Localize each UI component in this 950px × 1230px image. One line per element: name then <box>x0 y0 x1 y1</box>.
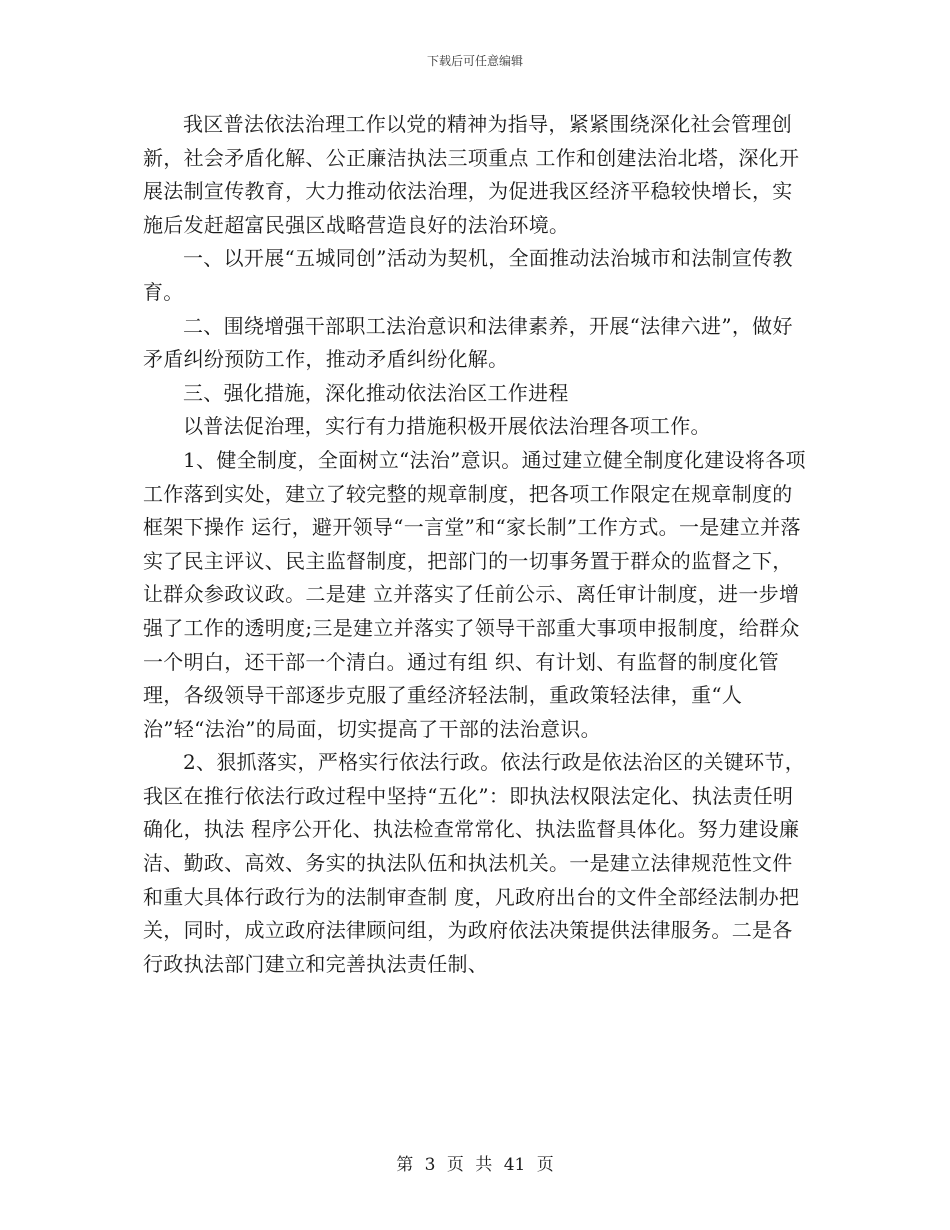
page-header-note: 下载后可任意编辑 <box>426 54 523 68</box>
paragraph-section-3: 三、强化措施，深化推动依法治区工作进程 <box>183 380 569 405</box>
paragraph-item-1: 1、健全制度，全面树立“法治”意识。通过建立健全制度化建设将各项工作落到实处，建立了较完整的规章制度，把各项工作限定在规章制度的框架下操作 运行，避开领导“一言堂”和“家长制”工作方式。一是建立并落实了民主评议、民主监督制度，把部门的一切事务置于群众的监督之下，让群众参政议政。二是建 立并落实了任前公示、离任审计制度，进一步增强了工作的透明度;三是建立并落实了领导干部重大事项申报制度，给群众一个明白，还干部一个清白。通过有组 织、有计划、有监督的制度化管理，各级领导干部逐步克服了重经济轻法制，重政策轻法律，重“人治”轻“法治”的局面，切实提高了干部的法治意识。 <box>143 447 806 741</box>
paragraph-intro: 我区普法依法治理工作以党的精神为指导，紧紧围绕深化社会管理创新，社会矛盾化解、公正廉洁执法三项重点 工作和创建法治北塔，深化开展法制宣传教育，大力推动依法治理，为促进我区经济平稳较快增长，实施后发赶超富民强区战略营造良好的法治环境。 <box>143 112 800 237</box>
paragraph-section-2: 二、围绕增强干部职工法治意识和法律素养，开展“法律六进”，做好矛盾纠纷预防工作，推动矛盾纠纷化解。 <box>143 313 793 372</box>
document-body <box>143 108 811 981</box>
page-number-footer: 第 3 页 共 41 页 <box>396 1155 554 1175</box>
paragraph-section-1: 一、以开展“五城同创”活动为契机，全面推动法治城市和法制宣传教育。 <box>143 246 793 304</box>
paragraph-item-2: 2、狠抓落实，严格实行依法行政。依法行政是依法治区的关键环节，我区在推行依法行政过程中坚持“五化”：即执法权限法定化、执法责任明确化，执法 程序公开化、执法检查常常化、执法监督具体化。努力建设廉洁、勤政、高效、务实的执法队伍和执法机关。一是建立法律规范性文件和重大具体行政行为的法制审查制 度，凡政府出台的文件全部经法制办把关，同时，成立政府法律顾问组，为政府依法决策提供法律服务。二是各行政执法部门建立和完善执法责任制、 <box>143 750 806 976</box>
paragraph-section-3-lead: 以普法促治理，实行有力措施积极开展依法治理各项工作。 <box>183 414 711 439</box>
